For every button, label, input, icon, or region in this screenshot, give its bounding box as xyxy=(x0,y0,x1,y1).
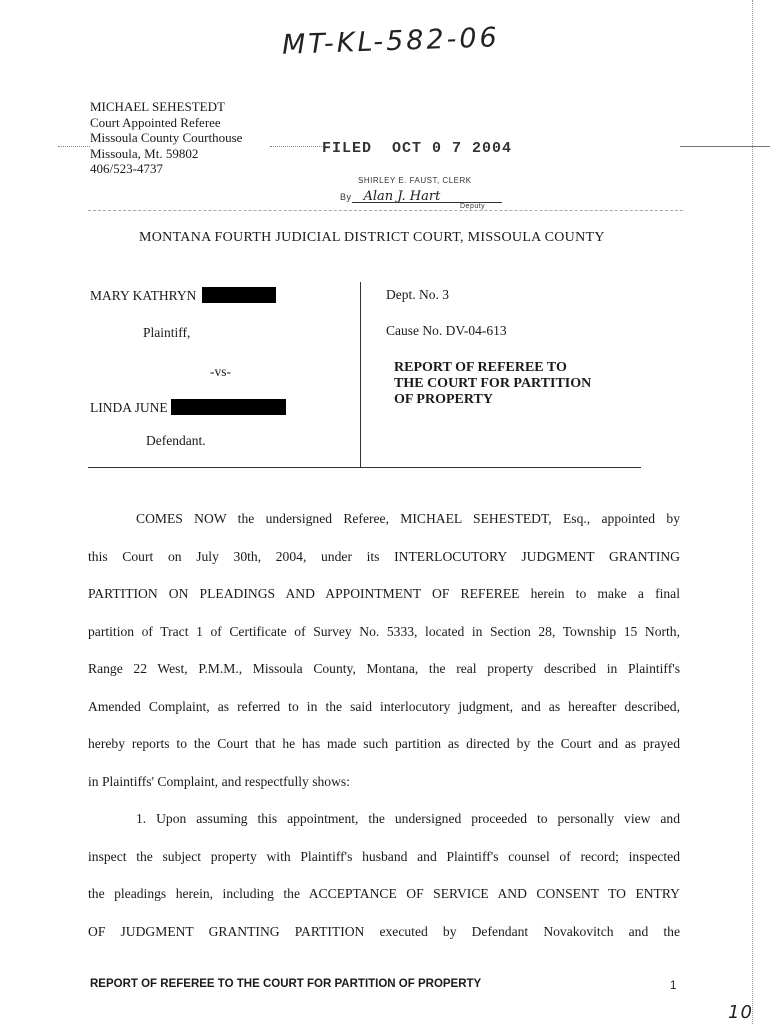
plaintiff-line xyxy=(90,287,276,304)
handwritten-page-mark: 10 xyxy=(728,1002,753,1023)
plaintiff-name: MARY KATHRYN xyxy=(90,288,197,303)
redaction-bar xyxy=(171,399,286,415)
scan-artifact-line xyxy=(270,146,330,147)
intro-line: Amended Complaint, as referred to in the said interlocutory judgment, and as hereafter described, xyxy=(88,698,680,714)
scan-artifact-line xyxy=(58,146,90,147)
item-1-paragraph xyxy=(88,800,680,950)
plaintiff-role: Plaintiff, xyxy=(143,325,191,340)
item-line: the pleadings herein, including the ACCEPTANCE OF SERVICE AND CONSENT TO ENTRY xyxy=(88,886,680,901)
intro-line: this Court on July 30th, 2004, under its INTERLOCUTORY JUDGMENT GRANTING xyxy=(88,548,680,564)
intro-line: COMES NOW the undersigned Referee, MICHAEL SEHESTEDT, Esq., appointed by xyxy=(136,511,680,526)
sender-block xyxy=(90,99,242,177)
defendant-line xyxy=(90,399,286,416)
filed-label: FILED xyxy=(322,140,373,157)
sender-phone: 406/523-4737 xyxy=(90,161,163,176)
filed-date: OCT 0 7 2004 xyxy=(392,140,513,157)
footer-title: REPORT OF REFEREE TO THE COURT FOR PARTITION OF PROPERTY xyxy=(90,978,482,990)
defendant-name: LINDA JUNE xyxy=(90,400,168,415)
document-title-line3: OF PROPERTY xyxy=(394,392,493,407)
intro-line: in Plaintiffs' Complaint, and respectfully shows: xyxy=(88,773,350,789)
filed-clerk: SHIRLEY E. FAUST, CLERK xyxy=(358,176,472,185)
filed-deputy: Deputy xyxy=(460,203,486,210)
item-line: 1. Upon assuming this appointment, the undersigned proceeded to personally view and xyxy=(136,811,680,826)
item-line: OF JUDGMENT GRANTING PARTITION executed by Defendant Novakovitch and the xyxy=(88,923,680,939)
court-title: MONTANA FOURTH JUDICIAL DISTRICT COURT, MISSOULA COUNTY xyxy=(139,230,605,245)
intro-line: partition of Tract 1 of Certificate of Survey No. 5333, located in Section 28, Township 15 North, xyxy=(88,623,680,639)
sender-address-line2: Missoula, Mt. 59802 xyxy=(90,145,199,161)
scan-artifact-line xyxy=(88,210,683,211)
intro-paragraph xyxy=(88,500,680,800)
page-number: 1 xyxy=(670,980,677,992)
caption-bottom-rule xyxy=(88,467,641,468)
document-title xyxy=(394,360,591,408)
item-line: inspect the subject property with Plaintiff's husband and Plaintiff's counsel of record; inspected xyxy=(88,848,680,864)
filed-by-label: By xyxy=(340,192,352,202)
scan-artifact-line xyxy=(680,146,770,147)
dept-number: Dept. No. 3 xyxy=(386,287,449,302)
sender-name: MICHAEL SEHESTEDT xyxy=(90,99,225,114)
intro-line: PARTITION ON PLEADINGS AND APPOINTMENT OF REFEREE herein to make a final xyxy=(88,586,680,601)
sender-title: Court Appointed Referee xyxy=(90,114,221,130)
body-text xyxy=(88,500,680,950)
defendant-role: Defendant. xyxy=(146,433,206,448)
sender-address-line1: Missoula County Courthouse xyxy=(90,130,243,145)
versus: -vs- xyxy=(210,364,231,379)
intro-line: hereby reports to the Court that he has made such partition as directed by the Court and as prayed xyxy=(88,736,680,751)
cause-number: Cause No. DV-04-613 xyxy=(386,323,507,338)
scan-edge-artifact xyxy=(752,0,753,1024)
handwritten-case-id: MT-KL-582-06 xyxy=(281,22,501,61)
caption-vertical-divider xyxy=(360,282,361,468)
document-title-line2: THE COURT FOR PARTITION xyxy=(394,376,592,391)
filed-stamp xyxy=(322,140,512,157)
filed-signature: Alan J. Hart xyxy=(363,189,441,204)
document-title-line1: REPORT OF REFEREE TO xyxy=(394,360,567,375)
intro-line: Range 22 West, P.M.M., Missoula County, Montana, the real property described in Plaintiff's xyxy=(88,661,680,676)
filed-signature-line xyxy=(340,187,502,210)
redaction-bar xyxy=(202,287,276,303)
